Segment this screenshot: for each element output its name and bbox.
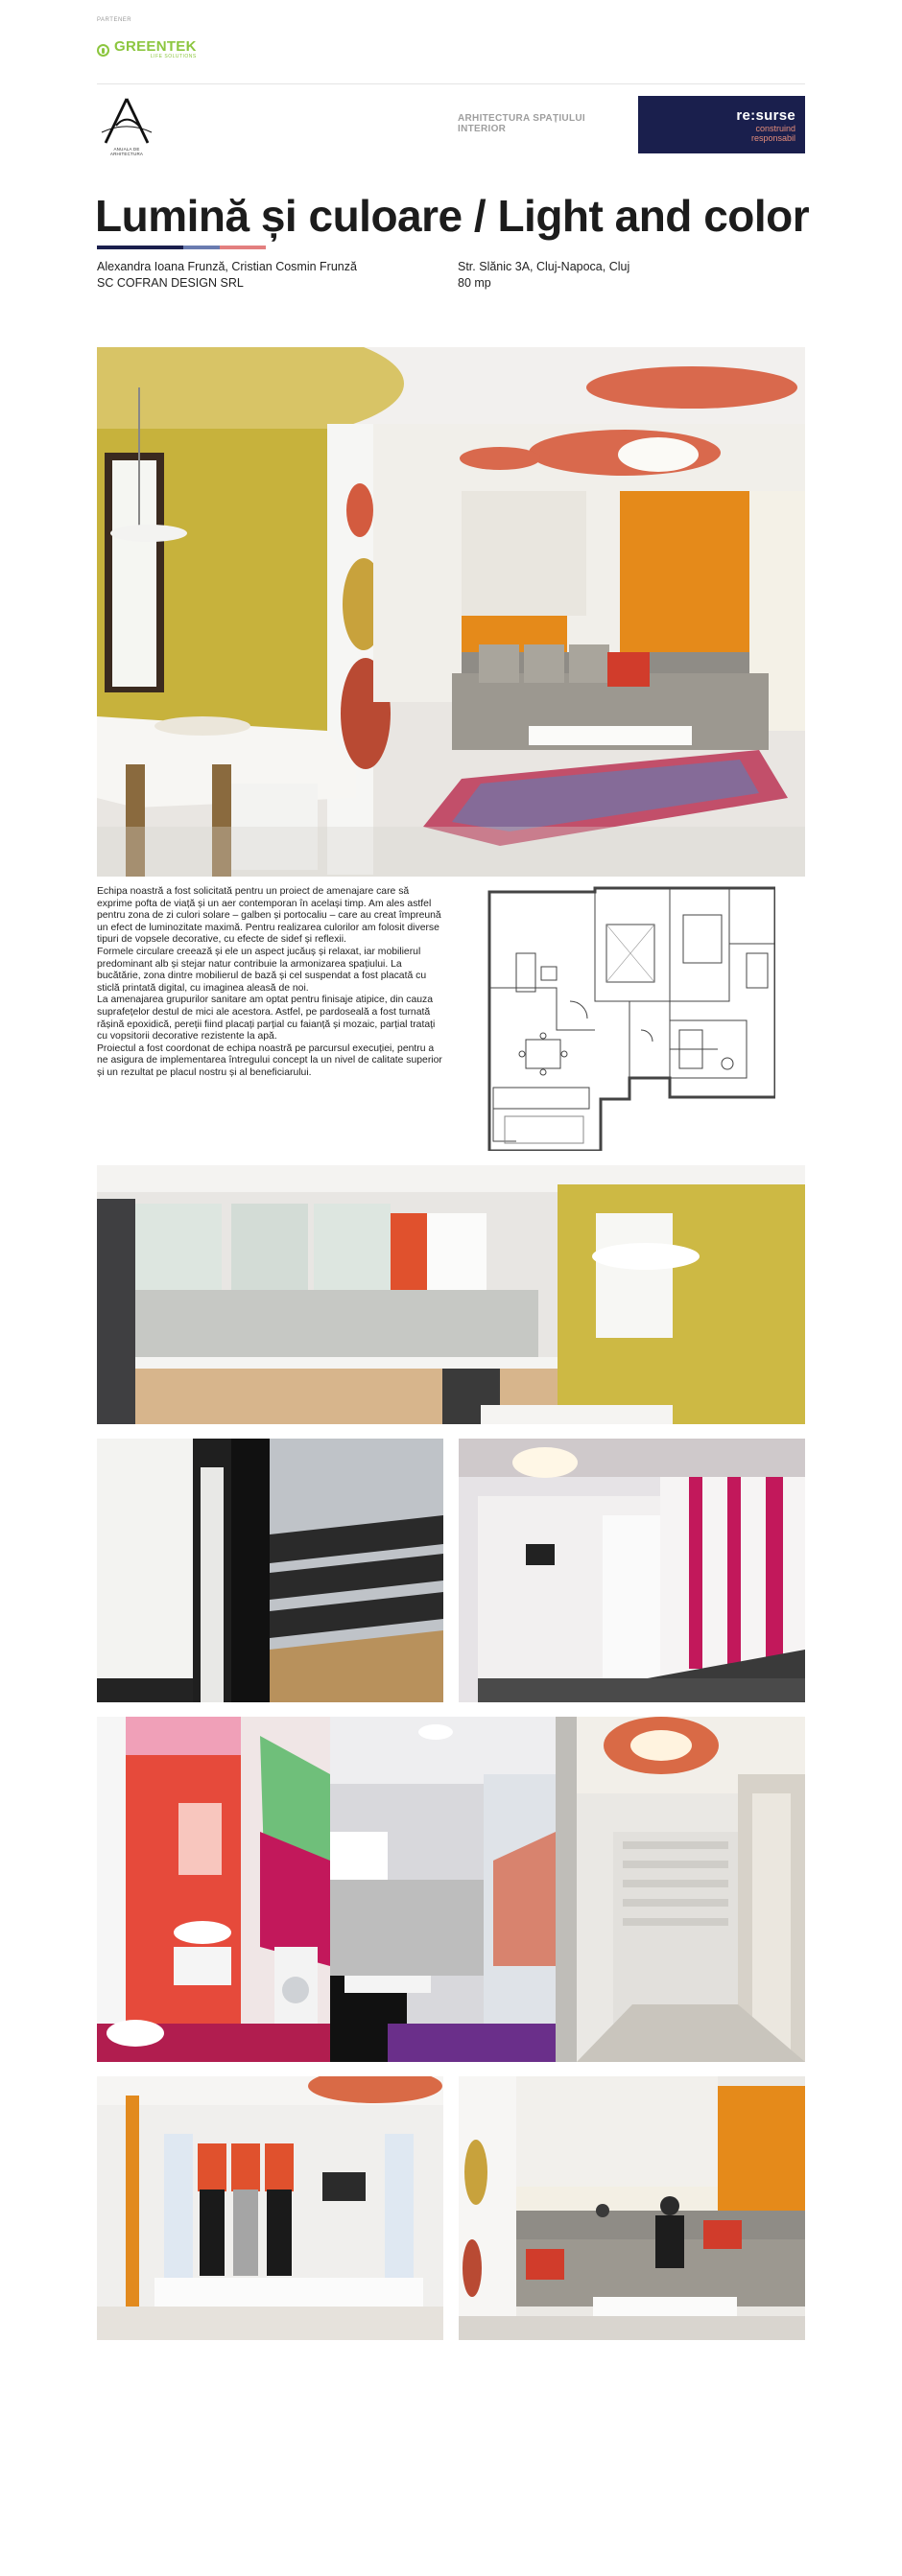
bedroom-photo — [459, 1439, 805, 1702]
floor-plan — [487, 886, 775, 1151]
resurse-logo — [638, 96, 805, 153]
address: Str. Slănic 3A, Cluj-Napoca, Cluj — [458, 260, 630, 273]
title-underline — [97, 246, 266, 249]
greentek-leaf-icon — [97, 44, 109, 57]
description-paragraph-1: Echipa noastră a fost solicitată pentru un proiect de amenajare care să exprime pofta de viață și un aer contemporan în același timp. Am ales astfel pentru zona de zi culori solare – galben și portocaliu – care au creat împreună un efect de luminozitate maximă. Pentru realizarea culorilor am folosit diverse tipuri de vopsele decorative, cu efecte de sidef și reflexii. — [97, 886, 441, 946]
article-title: Lumină și culoare / Light and color — [95, 191, 810, 241]
company: SC COFRAN DESIGN SRL — [97, 276, 244, 290]
anuala-logo — [97, 96, 156, 156]
category-label — [458, 113, 592, 134]
credits-right — [458, 259, 629, 292]
hallway-photo — [97, 1439, 443, 1702]
project-description — [97, 886, 444, 1080]
credits-left — [97, 259, 357, 292]
bathroom-white-photo — [330, 1717, 556, 2062]
resurse-tagline-1: construind — [755, 124, 795, 133]
anuala-caption: ANUALA DE ARHITECTURA — [109, 147, 144, 156]
greentek-name: GREENTEK — [114, 38, 197, 55]
category-line-2: INTERIOR — [458, 124, 507, 134]
living-room-photo — [97, 347, 805, 877]
sofa-photo — [459, 2076, 805, 2340]
kitchen-photo — [97, 1165, 805, 1424]
resurse-wordmark: re:surse — [736, 107, 795, 124]
greentek-tagline: LIFE SOLUTIONS — [150, 54, 197, 59]
authors: Alexandra Ioana Frunză, Cristian Cosmin Frunză — [97, 260, 357, 273]
partner-label: PARTENER — [97, 17, 132, 23]
description-paragraph-2: Formele circulare creează și ele un aspect jucăuș și relaxat, iar mobilierul predominant alb și stejar natur contribuie la armonizarea spațiului. La bucătărie, zona dintre mobilierul de bază și cel suspendat a fost placată cu sticlă printată digital, cu imaginea aleasă de noi. — [97, 946, 427, 994]
description-paragraph-3: La amenajarea grupurilor sanitare am optat pentru finisaje atipice, din cauza suprafețelor destul de mici ale acestora. Astfel, pe pardoseală a fost turnată rășină epoxidică, pereții fiind placați parțial cu faianță și mozaic, parțial tratați cu vopsitorii decorative rezistente la apă. — [97, 995, 436, 1042]
category-line-1: ARHITECTURA SPAȚIULUI — [458, 113, 585, 124]
hall-lamp-photo — [556, 1717, 805, 2062]
area: 80 mp — [458, 276, 491, 290]
header-divider — [97, 83, 805, 84]
resurse-tagline-2: responsabil — [750, 133, 795, 143]
anuala-a-icon — [99, 96, 154, 146]
greentek-logo — [97, 40, 197, 59]
tv-wall-photo — [97, 2076, 443, 2340]
bathroom-red-photo — [97, 1717, 330, 2062]
description-paragraph-4: Proiectul a fost coordonat de echipa noastră pe parcursul execuției, pentru a ne asigura de implementarea întregului concept la un nivel de calitate superior și un rezultat pe placul nostru și al beneficiarului. — [97, 1042, 442, 1078]
